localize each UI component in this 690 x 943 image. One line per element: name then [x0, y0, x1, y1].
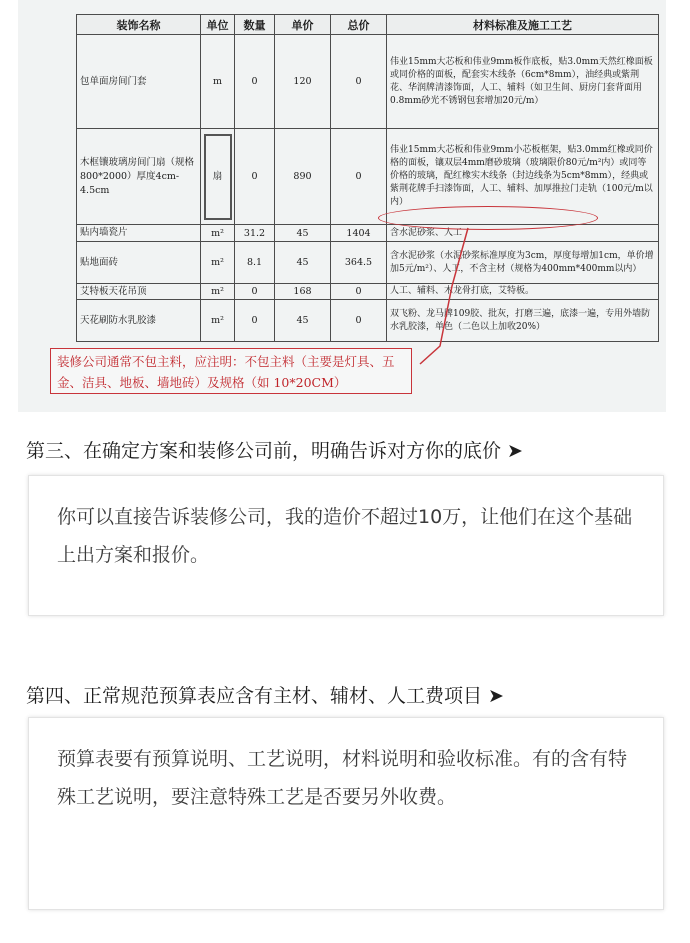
row-name: 木框镶玻璃房间门扇（规格800*2000）厚度4cm-4.5cm: [77, 129, 201, 225]
row-spec: 伟业15mm大芯板和伟业9mm板作底板，贴3.0mm天然红橡面板或同价格的面板，配套实木线条（6cm*8mm），油经典或紫荆花、华润牌清漆饰面，人工、辅料（如卫生间、厨房门套背面用0.8mm砂光不锈钢包套增加20元/m）: [387, 35, 659, 129]
row-qty: 0: [235, 129, 275, 225]
row-spec: 人工、辅料、木龙骨打底，艾特板。: [387, 284, 659, 300]
table-row: [77, 242, 659, 284]
row-total: 0: [331, 284, 387, 300]
row-price: 45: [275, 242, 331, 284]
section-heading-4: 第四、正常规范预算表应含有主材、辅材、人工费项目 ➤: [26, 685, 504, 707]
row-price: 45: [275, 225, 331, 242]
header-unit-price: 单价: [275, 15, 331, 35]
table-row: [77, 300, 659, 342]
tip-card-4: [28, 717, 664, 910]
row-name: 天花刷防水乳胶漆: [77, 300, 201, 342]
row-total: 0: [331, 35, 387, 129]
row-unit: 扇: [204, 134, 232, 220]
row-unit: m²: [201, 225, 235, 242]
row-price: 890: [275, 129, 331, 225]
row-qty: 31.2: [235, 225, 275, 242]
row-total: 0: [331, 129, 387, 225]
row-qty: 0: [235, 284, 275, 300]
annotation-pointer-line: [412, 226, 470, 366]
row-spec: 含水泥砂浆（水泥砂浆标准厚度为3cm，厚度每增加1cm，单价增加5元/m²）、人工，不含主材（规格为400mm*400mm以内）: [387, 242, 659, 284]
row-name: 贴地面砖: [77, 242, 201, 284]
header-total: 总价: [331, 15, 387, 35]
row-qty: 0: [235, 300, 275, 342]
row-qty: 8.1: [235, 242, 275, 284]
row-total: 0: [331, 300, 387, 342]
table-row: [77, 225, 659, 242]
row-spec: 双飞粉、龙马牌109胶、批灰，打磨三遍，底漆一遍，专用外墙防水乳胶漆，单色（二色以上加收20%）: [387, 300, 659, 342]
header-quantity: 数量: [235, 15, 275, 35]
tip-text-4: 预算表要有预算说明、工艺说明，材料说明和验收标准。有的含有特殊工艺说明，要注意特殊工艺是否要另外收费。: [57, 748, 628, 808]
row-price: 168: [275, 284, 331, 300]
row-price: 120: [275, 35, 331, 129]
row-name: 贴内墙瓷片: [77, 225, 201, 242]
header-item-name: 装饰名称: [77, 15, 201, 35]
row-total: 1404: [331, 225, 387, 242]
budget-table: [76, 14, 659, 342]
row-total: 364.5: [331, 242, 387, 284]
row-unit-cell: [201, 129, 235, 225]
row-unit: m: [201, 35, 235, 129]
table-row: [77, 35, 659, 129]
table-header-row: [77, 15, 659, 35]
annotation-note: 装修公司通常不包主料，应注明：不包主料（主要是灯具、五金、洁具、地板、墙地砖）及规格（如 10*20CM）: [50, 348, 412, 394]
header-spec: 材料标准及施工工艺: [387, 15, 659, 35]
row-name: 包单面房间门套: [77, 35, 201, 129]
tip-card-3: [28, 475, 664, 616]
row-price: 45: [275, 300, 331, 342]
row-unit: m²: [201, 242, 235, 284]
highlight-oval: [378, 206, 598, 230]
row-spec: 含水泥砂浆、人工: [387, 225, 659, 242]
section-heading-3: 第三、在确定方案和装修公司前，明确告诉对方你的底价 ➤: [26, 440, 523, 462]
row-unit: m²: [201, 284, 235, 300]
tip-text-3: 你可以直接告诉装修公司，我的造价不超过10万，让他们在这个基础上出方案和报价。: [57, 506, 633, 566]
budget-table-image: [18, 0, 666, 412]
header-unit: 单位: [201, 15, 235, 35]
row-unit: m²: [201, 300, 235, 342]
table-row: [77, 284, 659, 300]
row-spec: 伟业15mm大芯板和伟业9mm小芯板框架，贴3.0mm红橡或同价格的面板，镶双层4mm磨砂玻璃（玻璃限价80元/m²内）或同等价格的玻璃，配红橡实木线条（封边线条为5cm*8mm），经典或紫荆花牌手扫漆饰面，人工、辅料、加厚推拉门走轨（100元/m以内）: [387, 129, 659, 225]
row-name: 艾特板天花吊顶: [77, 284, 201, 300]
row-qty: 0: [235, 35, 275, 129]
